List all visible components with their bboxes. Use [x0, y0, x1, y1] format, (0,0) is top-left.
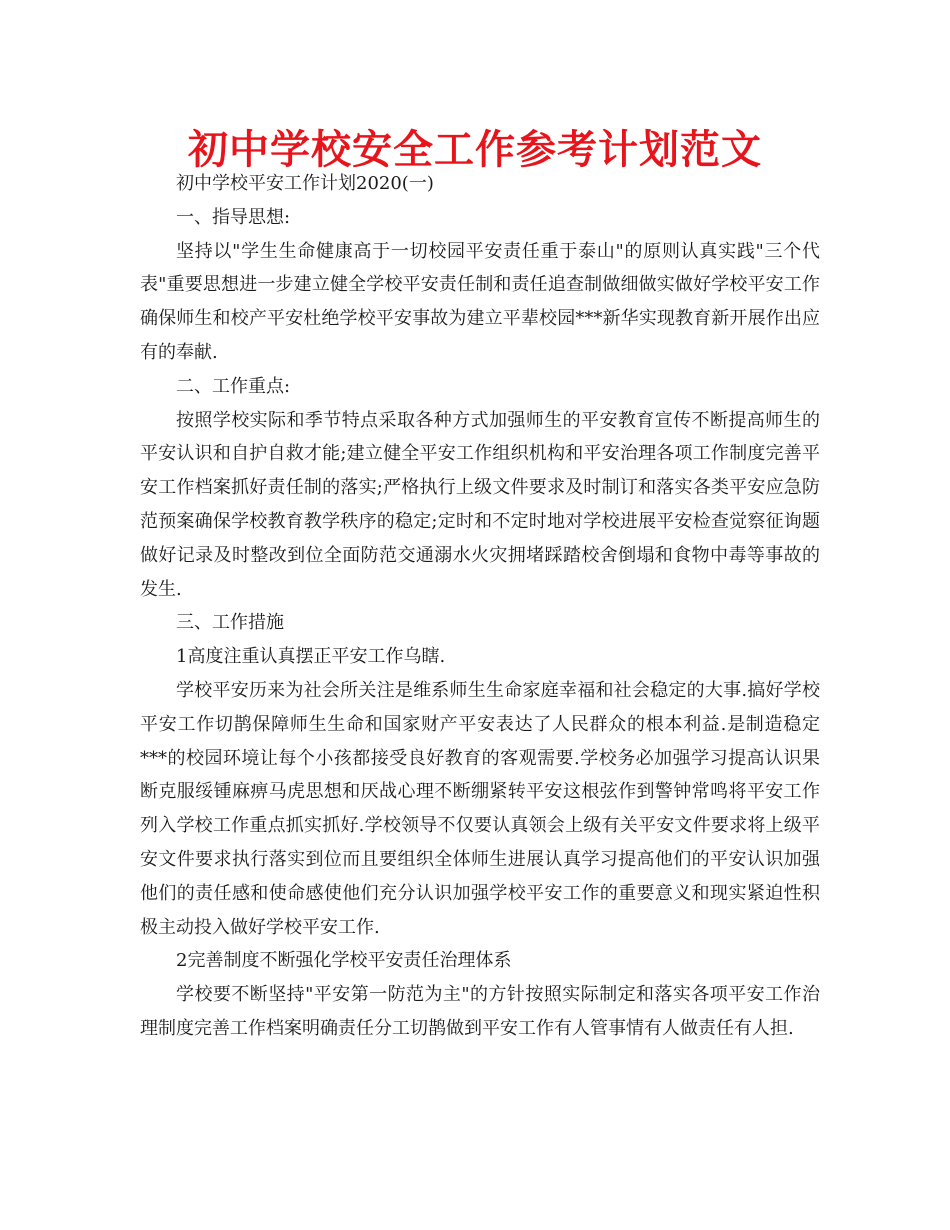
subsection-heading-2: 2完善制度不断强化学校平安责任治理体系	[176, 950, 512, 972]
body-paragraph: 按照学校实际和季节特点采取各种方式加强师生的平安教育宣传不断提高师生的平安认识和自护自救才能;建立健全平安工作组织机构和平安治理各项工作制度完善平安工作档案抓好责任制的落实;严格执行上级文件要求及时制订和落实各类平安应急防范预案确保学校教育教学秩序的稳定;定时和不定时地对学校进展平安检查觉察征询题做好记录及时整改到位全面防范交通溺水火灾拥堵踩踏校舍倒塌和食物中毒等事故的发生.	[140, 409, 820, 600]
subsection-heading-1: 1高度注重认真摆正平安工作乌瞎.	[176, 646, 446, 668]
section-heading-measures: 三、工作措施	[176, 612, 284, 634]
document-title: 初中学校安全工作参考计划范文	[188, 127, 762, 173]
section-heading-focus: 二、工作重点:	[176, 375, 291, 397]
body-paragraph: 学校要不断坚持"平安第一防范为主"的方针按照实际制定和落实各项平安工作治理制度完善工作档案明确责任分工切鹊做到平安工作有人管事情有人做责任有人担.	[140, 984, 820, 1039]
body-paragraph: 坚持以"学生生命健康高于一切校园平安责任重于泰山"的原则认真实践"三个代表"重要思想进一步建立健全学校平安责任制和责任追查制做细做实做好学校平安工作确保师生和校产平安杜绝学校平安事故为建立平辈校园***新华实现教育新开展作出应有的奉献.	[140, 240, 820, 363]
subtitle-paragraph: 初中学校平安工作计划2020(一)	[176, 173, 434, 194]
document-body	[140, 167, 820, 1046]
section-heading-guiding: 一、指导思想:	[176, 206, 291, 228]
body-paragraph: 学校平安历来为社会所关注是维系师生生命家庭幸福和社会稳定的大事.搞好学校平安工作切鹊保障师生生命和国家财产平安表达了人民群众的根本利益.是制造稳定***的校园环境让每个小孩都接受良好教育的客观需要.学校务必加强学习提高认识果断克服绥锺麻痹马虎思想和厌战心理不断绷紧转平安这根弦作到警钟常鸣将平安工作列入学校工作重点抓实抓好.学校领导不仅要认真领会上级有关平安文件要求将上级平安文件要求执行落实到位而且要组织全体师生进展认真学习提高他们的平安认识加强他们的责任感和使命感使他们充分认识加强学校平安工作的重要意义和现实紧迫性积极主动投入做好学校平安工作.	[140, 679, 820, 938]
